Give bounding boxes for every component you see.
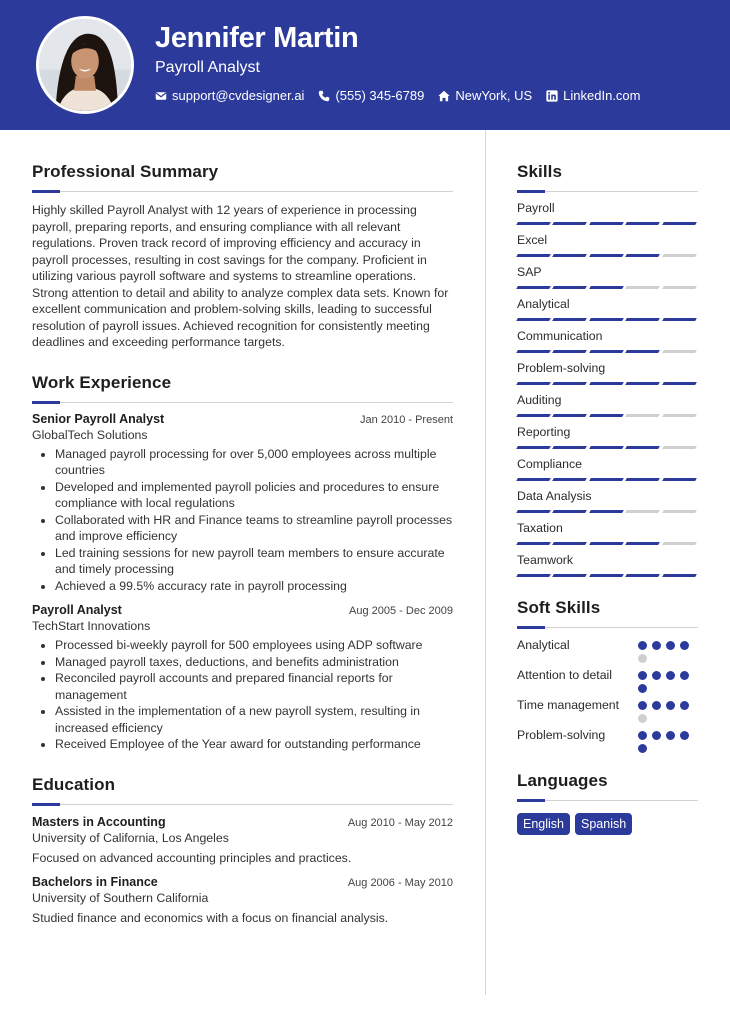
skill-item	[517, 553, 698, 578]
contact-linkedin[interactable]	[546, 88, 640, 103]
skill-name: Communication	[517, 329, 603, 343]
skill-level-segment	[589, 510, 624, 513]
rating-dot	[638, 684, 647, 693]
section-rule	[32, 803, 453, 805]
language-tags	[517, 813, 698, 835]
skill-level-segment	[553, 542, 588, 545]
company-name: GlobalTech Solutions	[32, 427, 148, 442]
skill-name: Payroll	[517, 201, 555, 215]
skill-name: Auditing	[517, 393, 562, 407]
soft-skill-rating	[638, 667, 698, 693]
skill-level-segment	[662, 222, 697, 225]
education-description: Studied finance and economics with a focus on financial analysis.	[32, 910, 389, 925]
skill-level-segment	[516, 222, 551, 225]
rating-dot	[638, 671, 647, 680]
skill-level-segment	[625, 382, 660, 385]
rating-dot	[638, 641, 647, 650]
soft-skill-item	[517, 637, 698, 663]
skill-level-segment	[662, 574, 697, 577]
soft-skill-name: Analytical	[517, 638, 570, 652]
job-title: Payroll Analyst	[32, 603, 122, 617]
skill-level-segment	[553, 510, 588, 513]
skill-level-segment	[662, 542, 697, 545]
skill-level-segment	[625, 350, 660, 353]
avatar	[36, 16, 134, 114]
skill-level-segment	[662, 414, 697, 417]
job-title: Senior Payroll Analyst	[32, 411, 165, 426]
section-rule	[517, 626, 698, 628]
skill-level-segment	[553, 254, 588, 257]
education-heading: Education	[32, 774, 116, 794]
soft-skill-rating	[638, 637, 698, 663]
skill-item	[517, 361, 698, 386]
rating-dot	[638, 701, 647, 710]
skill-name: Excel	[517, 233, 548, 247]
contact-location-text: NewYork, US	[455, 88, 533, 103]
skill-name: Problem-solving	[517, 361, 606, 375]
rating-dot	[652, 641, 661, 650]
skill-level-segment	[553, 414, 588, 417]
skill-level-segment	[553, 382, 588, 385]
soft-skill-name: Attention to detail	[517, 668, 613, 682]
contact-bar	[155, 88, 641, 103]
skill-name: Data Analysis	[517, 489, 592, 503]
skill-level-segment	[553, 574, 588, 577]
experience-section	[32, 373, 453, 753]
skill-level-bar	[517, 350, 698, 354]
skill-level-segment	[516, 350, 551, 353]
education-description: Focused on advanced accounting principles and practices.	[32, 850, 352, 865]
skill-level-segment	[589, 574, 624, 577]
side-column	[517, 130, 698, 835]
contact-phone[interactable]	[318, 88, 424, 103]
education-entry	[32, 815, 453, 865]
soft-skills-section	[517, 598, 698, 753]
list-item: • Received Employee of the Year award for outstanding performance	[55, 736, 453, 753]
skill-level-bar	[517, 318, 698, 322]
skill-level-bar	[517, 414, 698, 418]
skill-name: Reporting	[517, 425, 571, 439]
skill-level-bar	[517, 542, 698, 546]
soft-skill-item	[517, 667, 698, 693]
skill-level-bar	[517, 382, 698, 386]
home-icon	[438, 90, 450, 102]
soft-skill-name: Time management	[517, 698, 620, 712]
skill-level-segment	[553, 286, 588, 289]
skill-level-segment	[589, 254, 624, 257]
job-entry	[32, 412, 453, 595]
job-dates: Jan 2010 - Present	[360, 413, 453, 426]
rating-dot	[652, 671, 661, 680]
skill-level-segment	[625, 510, 660, 513]
contact-email-text: support@cvdesigner.ai	[172, 88, 305, 103]
skill-level-segment	[589, 446, 624, 449]
skill-level-segment	[625, 414, 660, 417]
profile-photo	[39, 19, 131, 111]
candidate-name: Jennifer Martin	[155, 22, 359, 54]
skill-level-segment	[662, 478, 697, 481]
skill-level-segment	[625, 318, 660, 321]
candidate-title: Payroll Analyst	[155, 59, 260, 76]
rating-dot	[638, 744, 647, 753]
list-item: • Achieved a 99.5% accuracy rate in payroll processing	[55, 578, 453, 595]
skill-level-segment	[516, 478, 551, 481]
education-dates: Aug 2010 - May 2012	[347, 816, 453, 829]
skill-item	[517, 233, 698, 258]
skill-item	[517, 297, 698, 322]
skill-level-segment	[589, 414, 624, 417]
rating-dot	[680, 731, 689, 740]
skill-item	[517, 521, 698, 546]
section-rule	[517, 190, 698, 192]
skill-level-segment	[516, 510, 551, 513]
skill-level-segment	[516, 446, 551, 449]
skill-level-segment	[589, 382, 624, 385]
skills-section	[517, 162, 698, 578]
skill-level-segment	[516, 318, 551, 321]
skill-level-bar	[517, 478, 698, 482]
skill-item	[517, 457, 698, 482]
column-divider	[485, 130, 486, 995]
rating-dot	[666, 641, 675, 650]
list-item: • Led training sessions for new payroll team members to ensure accurate and timely processing	[55, 545, 453, 578]
main-column	[32, 130, 453, 925]
skill-item	[517, 425, 698, 450]
envelope-icon	[155, 90, 167, 102]
skill-name: Compliance	[517, 457, 582, 471]
list-item: • Managed payroll taxes, deductions, and benefits administration	[55, 654, 453, 671]
skill-level-segment	[625, 478, 660, 481]
skill-level-bar	[517, 574, 698, 578]
header-banner	[0, 0, 730, 130]
contact-email[interactable]	[155, 88, 304, 103]
rating-dot	[652, 731, 661, 740]
skill-level-bar	[517, 222, 698, 226]
job-bullets	[32, 446, 453, 595]
soft-skills-list	[517, 637, 698, 753]
skill-level-segment	[516, 574, 551, 577]
list-item: • Developed and implemented payroll policies and procedures to ensure compliance with local regulations	[55, 479, 453, 512]
skill-level-segment	[553, 478, 588, 481]
education-section	[32, 775, 453, 925]
skill-level-segment	[625, 574, 660, 577]
skill-level-segment	[625, 446, 660, 449]
skill-level-segment	[516, 414, 551, 417]
rating-dot	[666, 701, 675, 710]
skill-level-segment	[662, 286, 697, 289]
skill-level-segment	[589, 222, 624, 225]
rating-dot	[680, 701, 689, 710]
skill-name: SAP	[517, 265, 542, 279]
soft-skill-item	[517, 697, 698, 723]
skill-level-segment	[662, 446, 697, 449]
skill-item	[517, 201, 698, 226]
language-tag: English	[517, 813, 570, 835]
skill-name: Teamwork	[517, 553, 574, 567]
skill-level-segment	[589, 542, 624, 545]
skill-level-segment	[589, 286, 624, 289]
skill-name: Analytical	[517, 297, 570, 311]
linkedin-icon	[546, 90, 558, 102]
skill-level-segment	[662, 510, 697, 513]
degree-title: Masters in Accounting	[32, 814, 166, 829]
skill-level-segment	[662, 254, 697, 257]
education-entry	[32, 875, 453, 925]
skill-level-segment	[516, 286, 551, 289]
rating-dot	[638, 654, 647, 663]
rating-dot	[666, 671, 675, 680]
phone-icon	[318, 90, 330, 102]
soft-skills-heading: Soft Skills	[517, 598, 601, 617]
skill-item	[517, 265, 698, 290]
section-rule	[32, 401, 453, 403]
contact-phone-text: (555) 345-6789	[335, 88, 425, 103]
summary-heading: Professional Summary	[32, 162, 219, 181]
skill-name: Taxation	[517, 521, 563, 535]
skill-level-bar	[517, 286, 698, 290]
skill-level-segment	[625, 222, 660, 225]
soft-skill-rating	[638, 727, 698, 753]
skill-level-bar	[517, 510, 698, 514]
section-rule	[517, 799, 698, 801]
skill-level-segment	[662, 318, 697, 321]
rating-dot	[652, 701, 661, 710]
soft-skill-name: Problem-solving	[517, 728, 606, 742]
skill-level-segment	[553, 446, 588, 449]
skill-level-segment	[553, 222, 588, 225]
skill-level-bar	[517, 254, 698, 258]
skill-level-segment	[625, 254, 660, 257]
job-dates: Aug 2005 - Dec 2009	[349, 605, 453, 617]
summary-section	[32, 162, 453, 351]
skill-level-segment	[589, 318, 624, 321]
list-item: • Collaborated with HR and Finance teams to streamline payroll processes and improve efficiency	[55, 512, 453, 545]
job-entry	[32, 603, 453, 753]
summary-text: Highly skilled Payroll Analyst with 12 years of experience in processing payroll, preparing reports, and ensuring compliance with all relevant regulations. Proven track record of improving efficiency and accuracy in payroll processes, resulting in cost savings for the company. Proficient in utilizing various payroll software and systems to streamline operations. Strong attention to detail and ability to analyze complex data sets. Known for excellent communication and problem-solving skills, leading to successful resolution of payroll issues. Achieved recognition for consistently meeting deadlines and exceeding performance targets.	[32, 203, 449, 349]
skill-item	[517, 393, 698, 418]
skill-level-segment	[589, 350, 624, 353]
school-name: University of California, Los Angeles	[32, 830, 229, 845]
company-name: TechStart Innovations	[32, 619, 151, 633]
list-item: • Assisted in the implementation of a new payroll system, resulting in increased efficiency	[55, 703, 453, 736]
list-item: • Processed bi-weekly payroll for 500 employees using ADP software	[55, 637, 453, 654]
skill-level-segment	[625, 542, 660, 545]
skill-level-segment	[516, 254, 551, 257]
skill-level-segment	[625, 286, 660, 289]
contact-location	[438, 88, 532, 103]
rating-dot	[680, 671, 689, 680]
rating-dot	[638, 731, 647, 740]
list-item: • Managed payroll processing for over 5,000 employees across multiple countries	[55, 446, 453, 479]
skill-level-segment	[553, 350, 588, 353]
skill-item	[517, 329, 698, 354]
list-item: • Reconciled payroll accounts and prepared financial reports for management	[55, 670, 453, 703]
soft-skill-rating	[638, 697, 698, 723]
job-bullets	[32, 637, 453, 753]
skill-level-segment	[662, 350, 697, 353]
rating-dot	[680, 641, 689, 650]
rating-dot	[666, 731, 675, 740]
skills-list	[517, 201, 698, 578]
languages-heading: Languages	[517, 771, 608, 790]
language-tag: Spanish	[575, 813, 632, 835]
degree-title: Bachelors in Finance	[32, 874, 158, 889]
rating-dot	[638, 714, 647, 723]
skills-heading: Skills	[517, 162, 563, 181]
skill-item	[517, 489, 698, 514]
school-name: University of Southern California	[32, 890, 209, 905]
experience-heading: Work Experience	[32, 372, 172, 392]
soft-skill-item	[517, 727, 698, 753]
contact-linkedin-text: LinkedIn.com	[563, 88, 641, 103]
education-dates: Aug 2006 - May 2010	[347, 876, 453, 889]
skill-level-segment	[516, 542, 551, 545]
skill-level-bar	[517, 446, 698, 450]
section-rule	[32, 190, 453, 192]
skill-level-segment	[516, 382, 551, 385]
skill-level-segment	[553, 318, 588, 321]
languages-section	[517, 771, 698, 835]
skill-level-segment	[662, 382, 697, 385]
skill-level-segment	[589, 478, 624, 481]
